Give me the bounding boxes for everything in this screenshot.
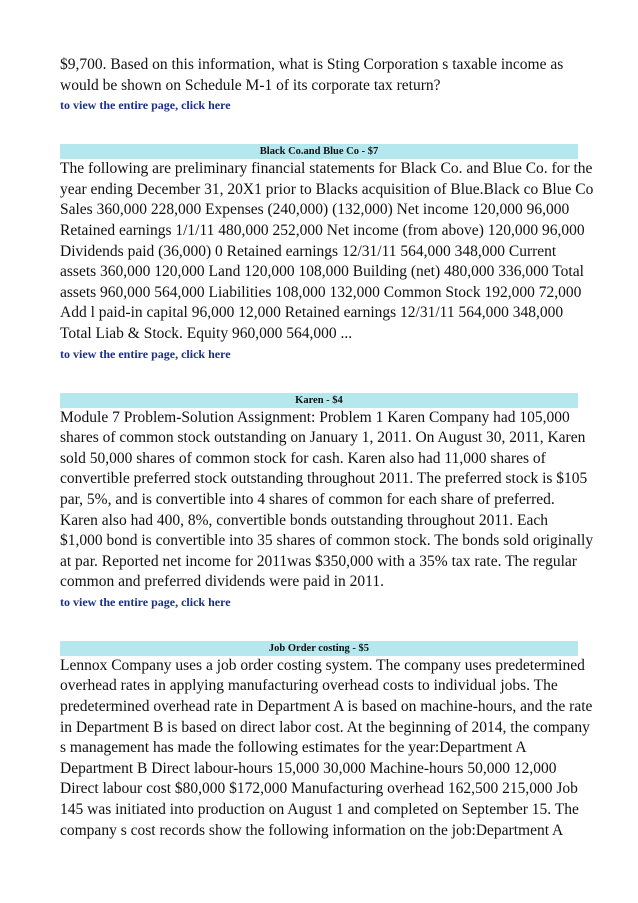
text-line: predetermined overhead rate in Department A is based on machine-hours, and the rate [60, 698, 593, 716]
text-line: Karen also had 400, 8%, convertible bonds outstanding throughout 2011. Each [60, 511, 549, 529]
text-line: Retained earnings 1/1/11 480,000 252,000 Net income (from above) 120,000 96,000 [60, 221, 585, 239]
section-header: Job Order costing - $5 [60, 641, 578, 656]
text-line: assets 960,000 564,000 Liabilities 108,000 132,000 Common Stock 192,000 72,000 [60, 283, 582, 301]
text-line: The following are preliminary financial statements for Black Co. and Blue Co. for the [60, 160, 593, 178]
section-paragraph [60, 408, 594, 593]
section-job-order-costing [60, 641, 593, 841]
text-line: shares of common stock outstanding on January 1, 2011. On August 30, 2011, Karen [60, 429, 586, 447]
text-line: sold 50,000 shares of common stock for cash. Karen also had 11,000 shares of [60, 449, 546, 467]
text-line: Direct labour cost $80,000 $172,000 Manufacturing overhead 162,500 215,000 Job [60, 780, 578, 798]
section-paragraph [60, 656, 593, 841]
text-line: $1,000 bond is convertible into 35 shares of common stock. The bonds sold originally [60, 532, 594, 550]
text-line: common and preferred dividends were paid in 2011. [60, 573, 384, 591]
section-black-blue [60, 144, 594, 361]
text-line: company s cost records show the following information on the job:Department A [60, 821, 564, 839]
view-page-link[interactable]: to view the entire page, click here [60, 594, 231, 609]
text-line: in Department B is based on direct labor cost. At the beginning of 2014, the company [60, 718, 590, 736]
text-line: convertible preferred stock outstanding throughout 2011. The preferred stock is $105 [60, 470, 588, 488]
text-line: par, 5%, and is convertible into 4 shares of common for each share of preferred. [60, 490, 555, 508]
text-line: year ending December 31, 20X1 prior to Blacks acquisition of Blue.Black co Blue Co [60, 180, 594, 198]
intro-paragraph [60, 55, 578, 96]
text-line: assets 360,000 120,000 Land 120,000 108,000 Building (net) 480,000 336,000 Total [60, 263, 584, 281]
text-line: $9,700. Based on this information, what is Sting Corporation s taxable income as [60, 56, 564, 73]
text-line: Department B Direct labour-hours 15,000 30,000 Machine-hours 50,000 12,000 [60, 759, 557, 777]
text-line: would be shown on Schedule M-1 of its corporate tax return? [60, 76, 441, 94]
text-line: Module 7 Problem-Solution Assignment: Problem 1 Karen Company had 105,000 [60, 408, 570, 426]
view-page-link[interactable]: to view the entire page, click here [60, 98, 231, 113]
section-karen [60, 393, 594, 610]
text-line: s management has made the following estimates for the year:Department A [60, 739, 527, 757]
section-paragraph [60, 159, 594, 344]
view-page-link[interactable]: to view the entire page, click here [60, 346, 231, 361]
text-line: Lennox Company uses a job order costing system. The company uses predetermined [60, 656, 585, 674]
text-line: 145 was initiated into production on August 1 and completed on September 15. The [60, 801, 579, 819]
text-line: Total Liab & Stock. Equity 960,000 564,000 ... [60, 324, 353, 342]
section-header: Black Co.and Blue Co - $7 [60, 144, 578, 159]
intro-block [60, 55, 578, 113]
section-header: Karen - $4 [60, 393, 578, 408]
text-line: at par. Reported net income for 2011was $350,000 with a 35% tax rate. The regular [60, 552, 577, 570]
text-line: Add l paid-in capital 96,000 12,000 Retained earnings 12/31/11 564,000 348,000 [60, 304, 564, 322]
text-line: overhead rates in applying manufacturing overhead costs to individual jobs. The [60, 677, 558, 695]
document-page [60, 55, 594, 841]
text-line: Sales 360,000 228,000 Expenses (240,000) (132,000) Net income 120,000 96,000 [60, 201, 570, 219]
text-line: Dividends paid (36,000) 0 Retained earnings 12/31/11 564,000 348,000 Current [60, 242, 557, 260]
